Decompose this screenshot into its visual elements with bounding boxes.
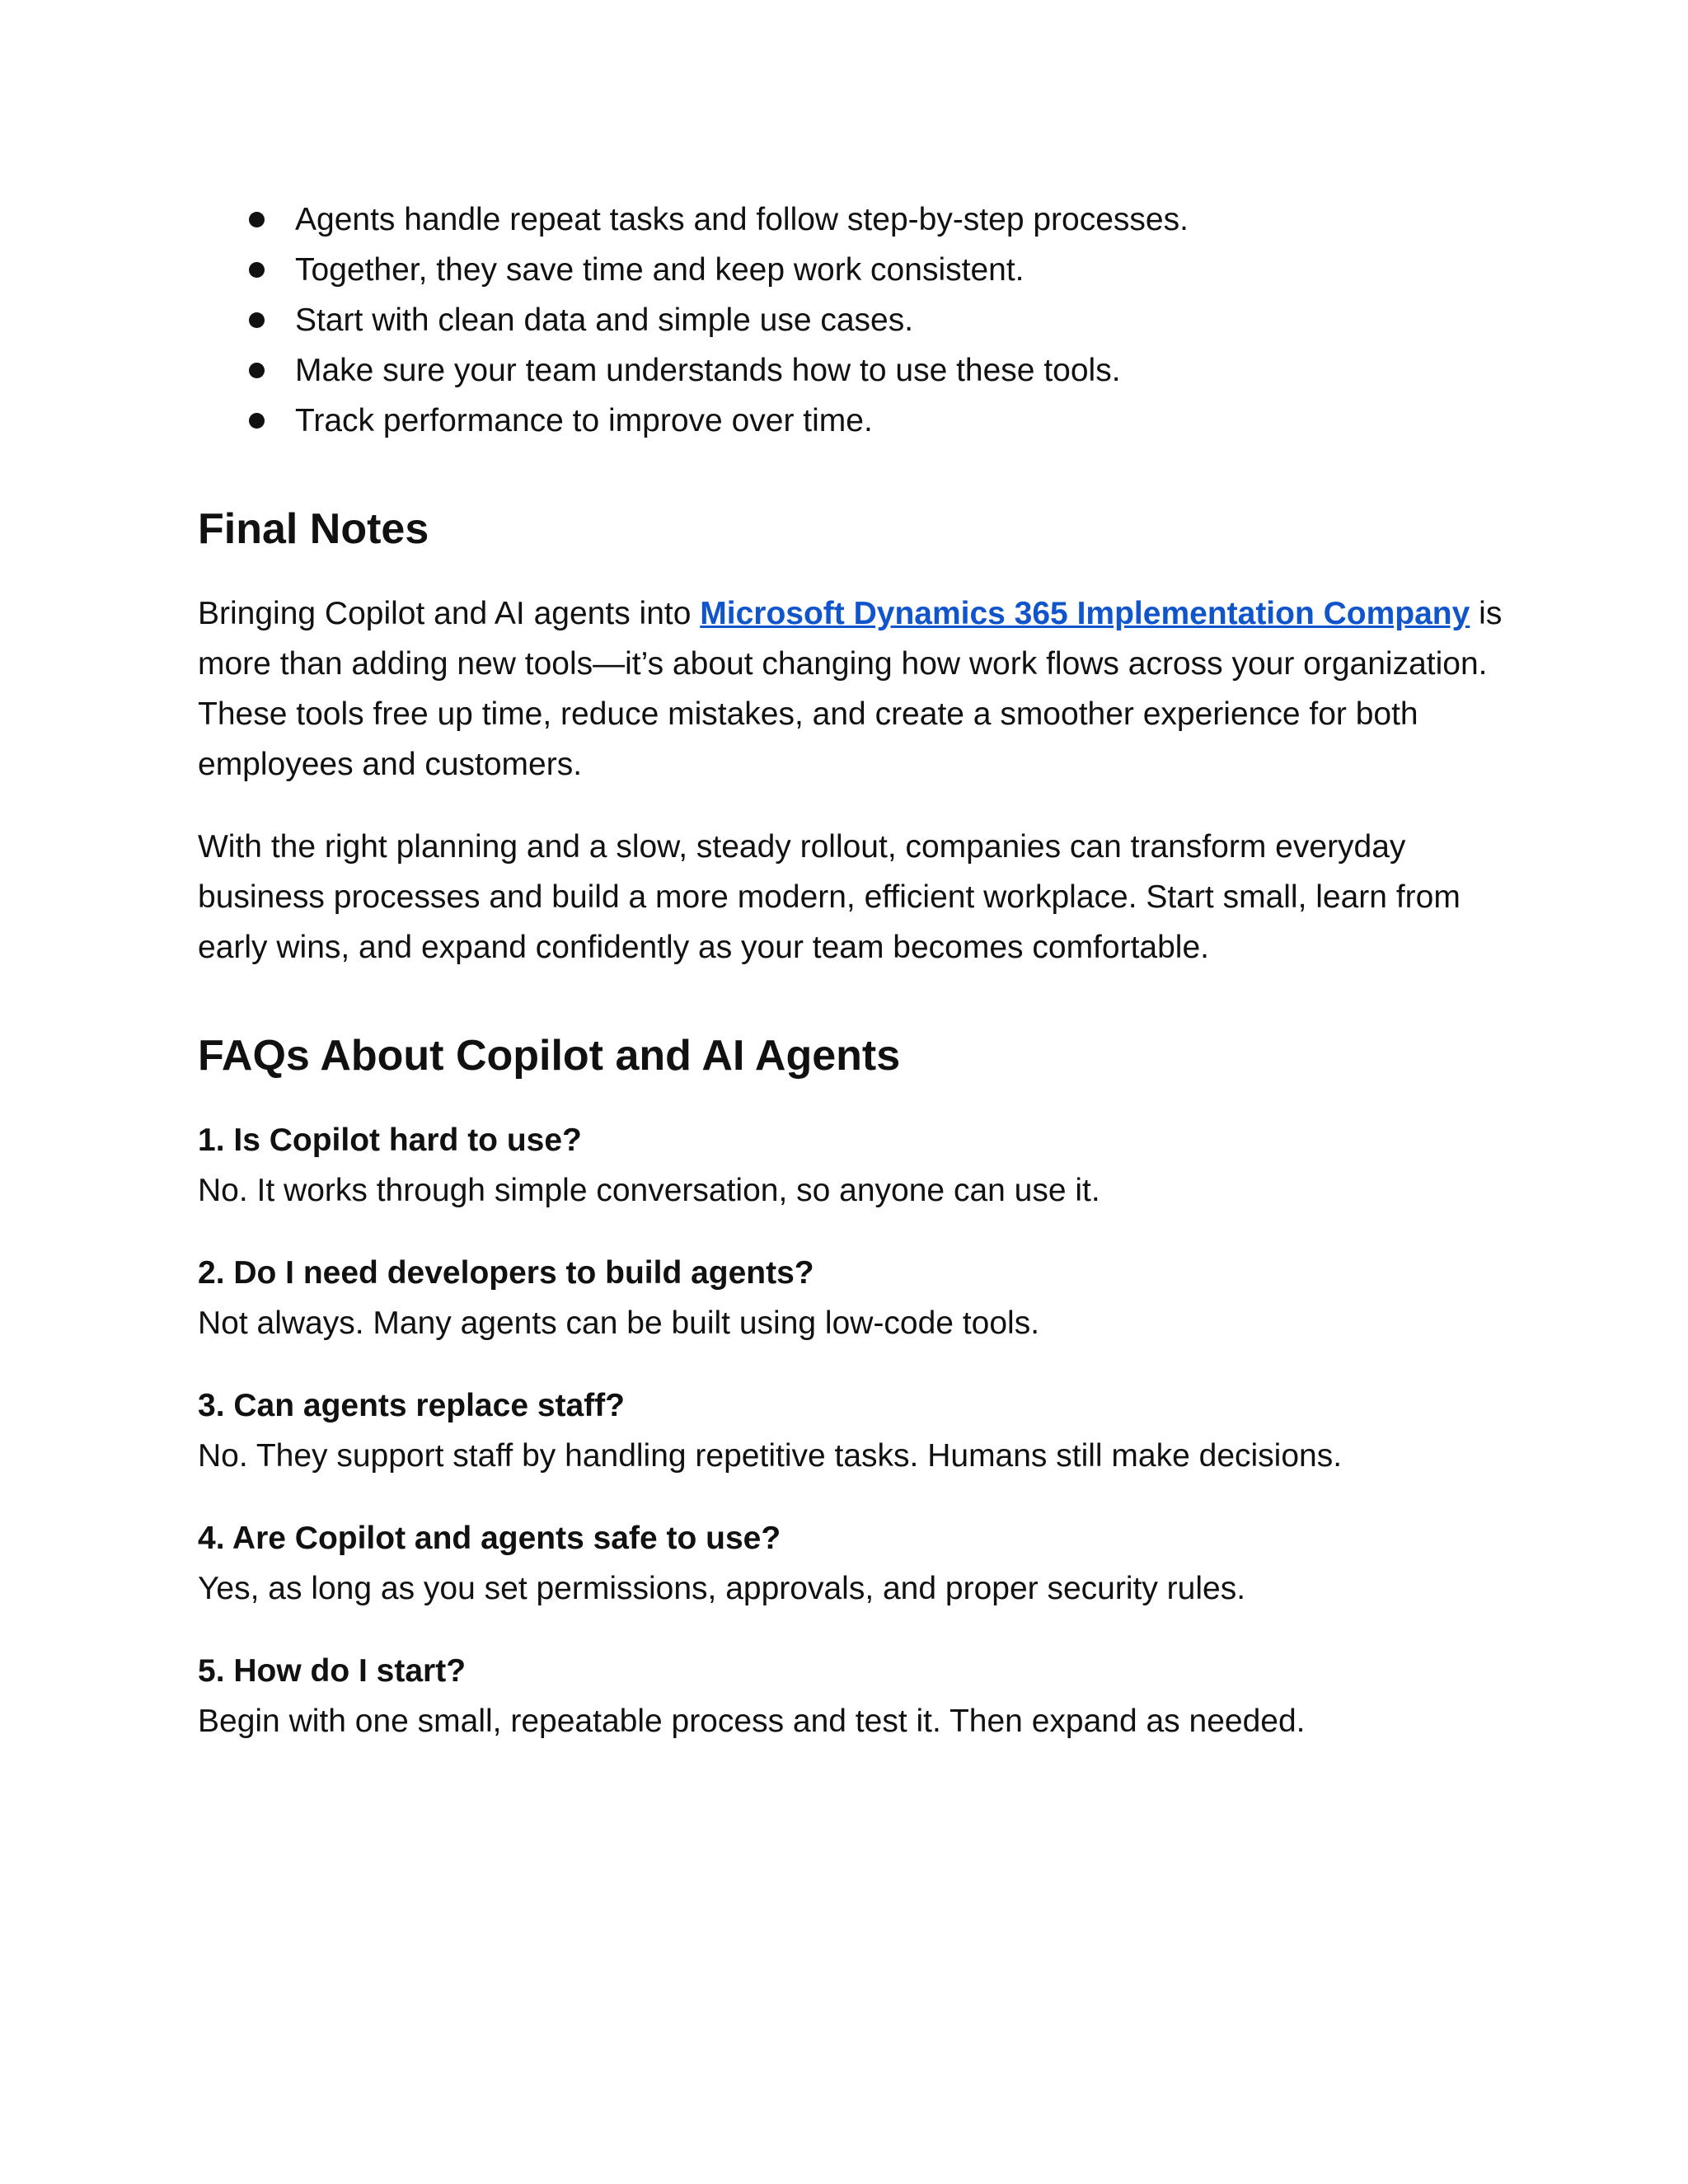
document-page [198, 194, 1517, 1746]
bullet-item [198, 345, 1517, 396]
faqs-heading: FAQs About Copilot and AI Agents [198, 1032, 901, 1080]
faq-item [198, 1248, 1517, 1348]
bullet-list [198, 194, 1517, 446]
faq-answer: No. They support staff by handling repetitive tasks. Humans still make decisions. [198, 1438, 1343, 1474]
bullet-item [198, 295, 1517, 345]
bullet-dot-icon [249, 262, 265, 278]
bullet-text: Together, they save time and keep work consistent. [295, 252, 1025, 288]
faq-item [198, 1115, 1517, 1216]
final-notes-paragraph-1 [198, 588, 1517, 790]
dynamics-365-implementation-link[interactable]: Microsoft Dynamics 365 Implementation Company [700, 596, 1470, 631]
bullet-text: Track performance to improve over time. [295, 403, 873, 438]
bullet-dot-icon [249, 312, 265, 328]
bullet-text: Start with clean data and simple use cases. [295, 302, 914, 338]
paragraph-text: is more than adding new tools—it’s about changing how work flows across your organization. These tools free up time, reduce mistakes, and create a smoother experience for both employees and customers. [198, 596, 1503, 782]
paragraph-text: Bringing Copilot and AI agents into [198, 596, 701, 631]
bullet-dot-icon [249, 363, 265, 378]
bullet-dot-icon [249, 413, 265, 429]
bullet-item [198, 194, 1517, 245]
bullet-item [198, 245, 1517, 295]
faq-item [198, 1513, 1517, 1614]
faq-question: 1. Is Copilot hard to use? [198, 1122, 582, 1158]
faq-answer: No. It works through simple conversation, so anyone can use it. [198, 1173, 1100, 1208]
faq-question: 3. Can agents replace staff? [198, 1388, 626, 1423]
bullet-text: Agents handle repeat tasks and follow step-by-step processes. [295, 202, 1189, 237]
faq-answer: Yes, as long as you set permissions, approvals, and proper security rules. [198, 1571, 1246, 1606]
final-notes-paragraph-2: With the right planning and a slow, steady rollout, companies can transform everyday business processes and build a more modern, efficient workplace. Start small, learn from early wins, and expand confidently as your team becomes comfortable. [198, 829, 1461, 965]
bullet-dot-icon [249, 212, 265, 227]
final-notes-heading: Final Notes [198, 505, 429, 553]
bullet-text: Make sure your team understands how to use these tools. [295, 353, 1121, 388]
faq-question: 5. How do I start? [198, 1653, 467, 1689]
bullet-item [198, 396, 1517, 446]
faq-answer: Begin with one small, repeatable process and test it. Then expand as needed. [198, 1704, 1306, 1739]
faq-answer: Not always. Many agents can be built using low-code tools. [198, 1305, 1040, 1341]
faq-question: 2. Do I need developers to build agents? [198, 1255, 814, 1291]
faq-item [198, 1380, 1517, 1481]
faq-item [198, 1646, 1517, 1746]
faq-question: 4. Are Copilot and agents safe to use? [198, 1521, 781, 1556]
